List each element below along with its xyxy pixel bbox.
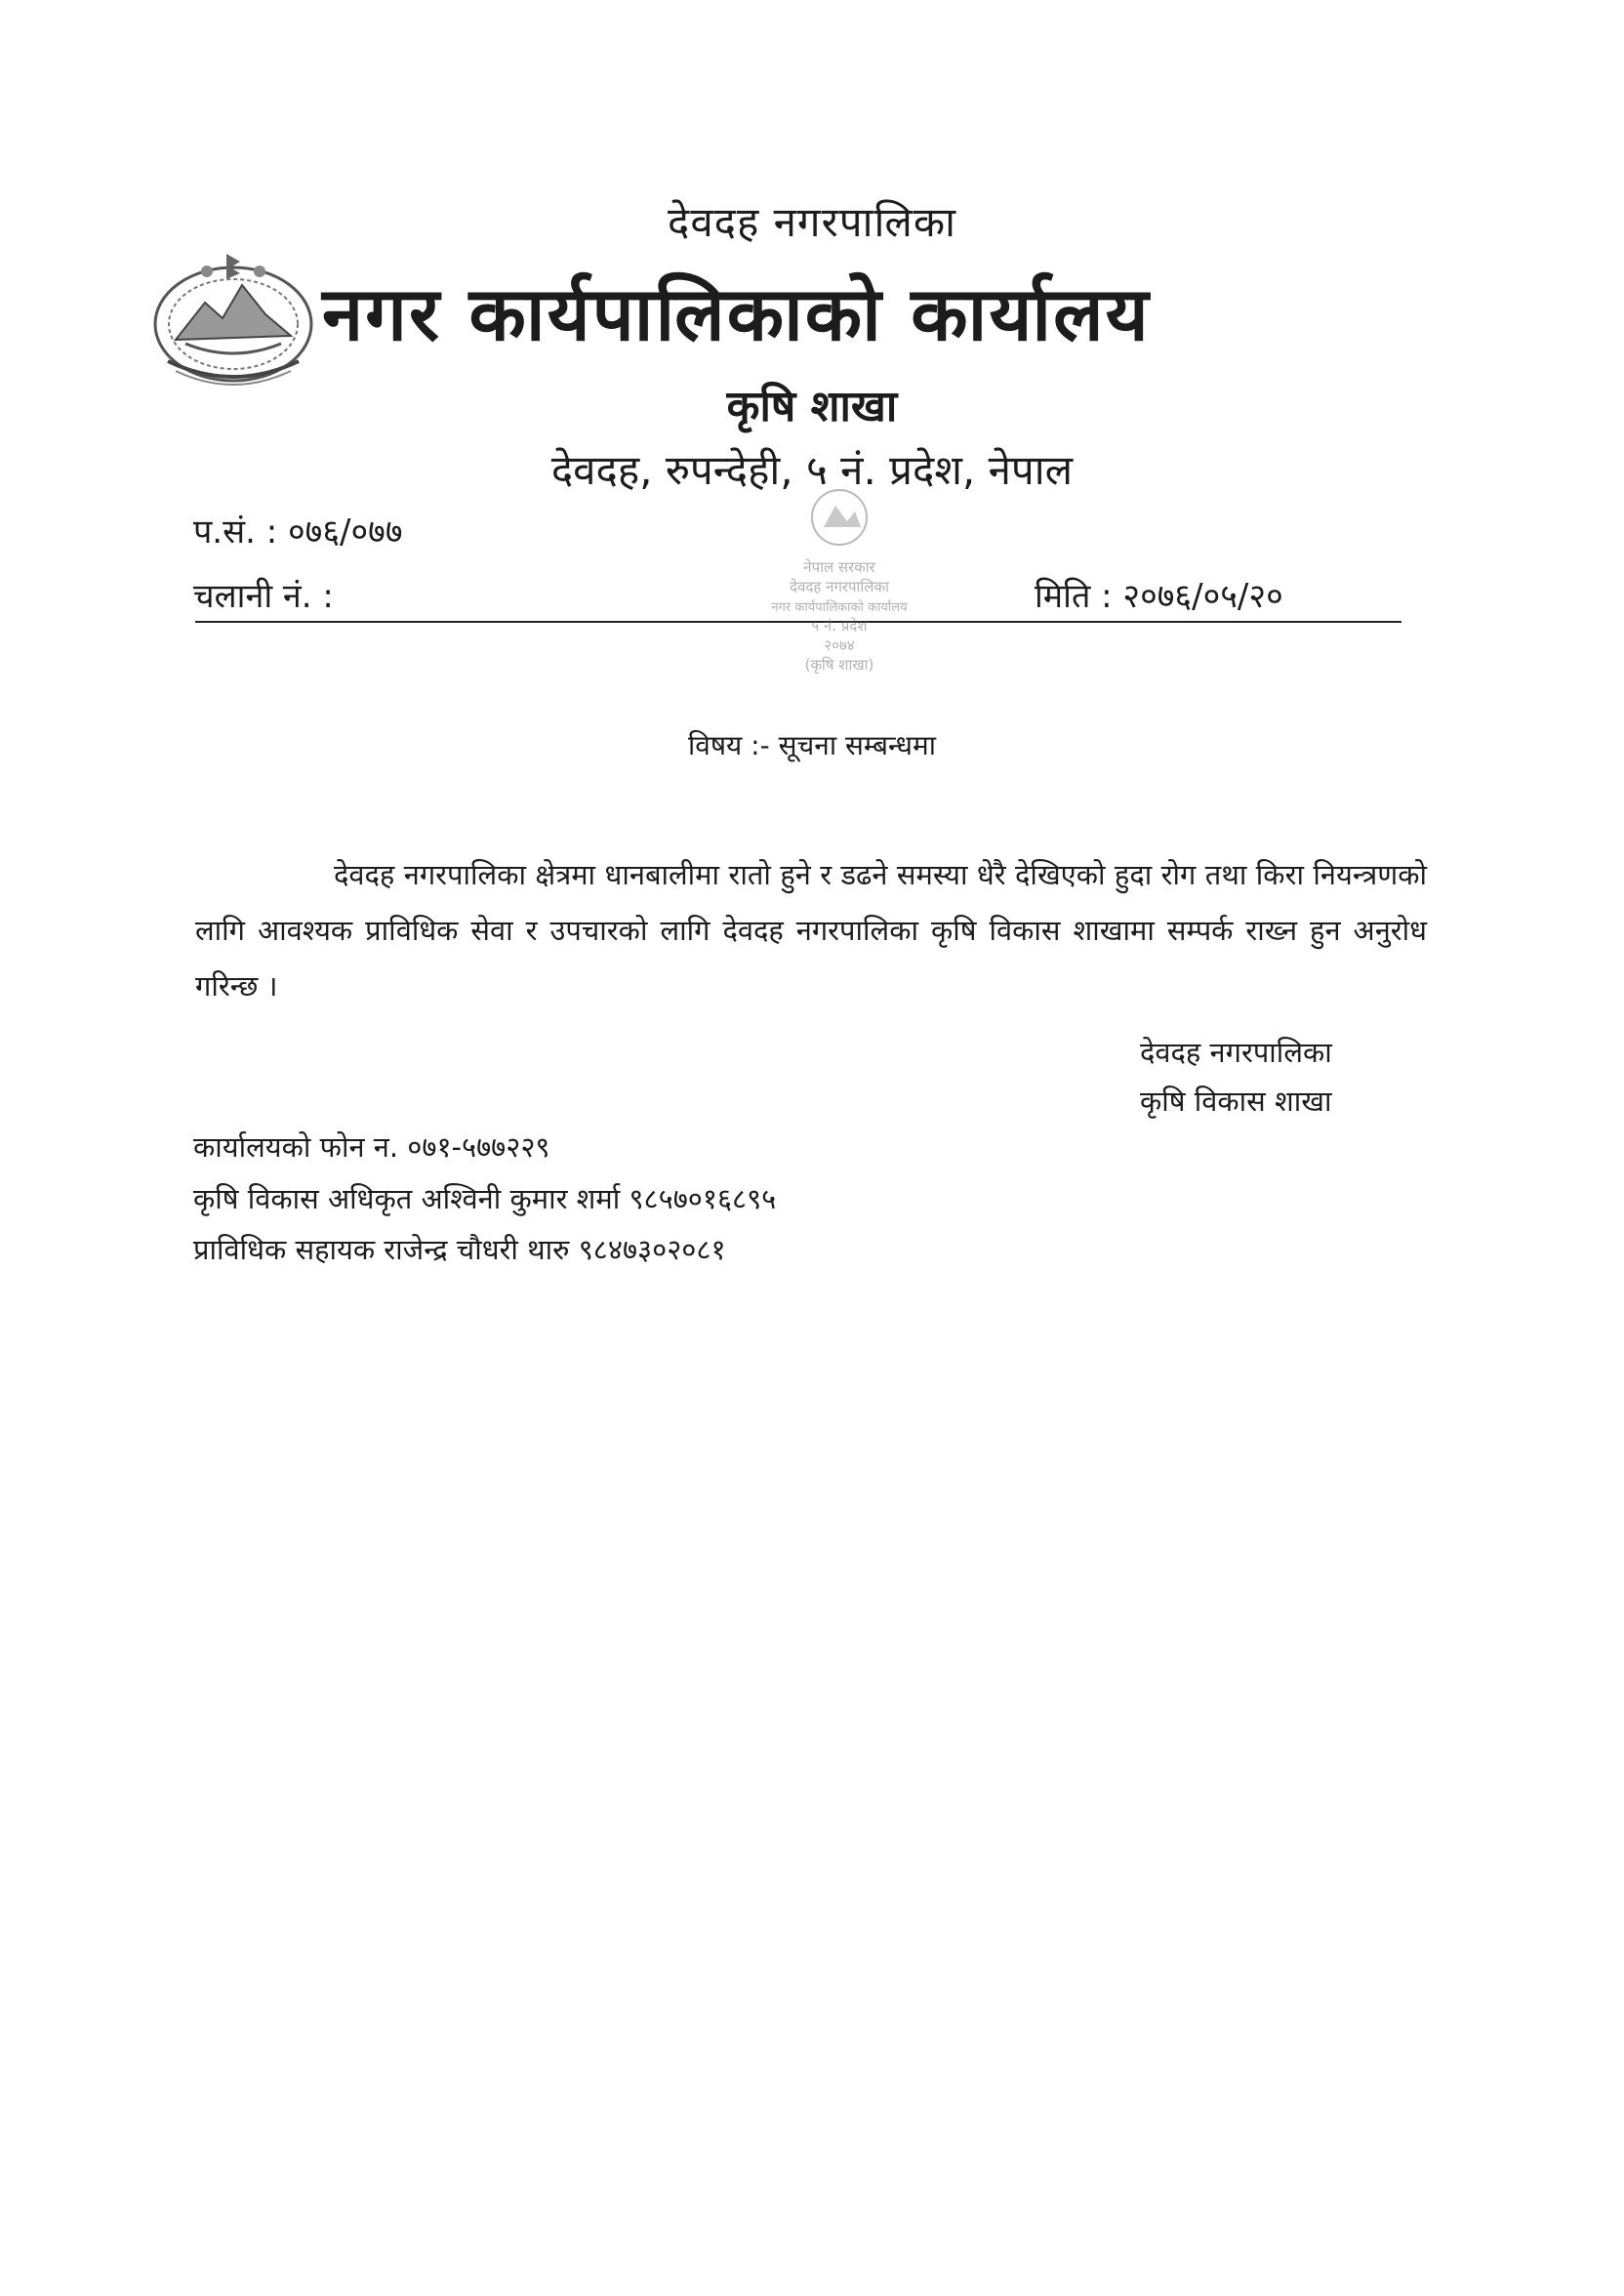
signature-branch: कृषि विकास शाखा bbox=[1140, 1085, 1332, 1118]
municipality-name: देवदह नगरपालिका bbox=[668, 198, 956, 246]
office-address: देवदह, रुपन्देही, ५ नं. प्रदेश, नेपाल bbox=[550, 446, 1074, 494]
signature-municipality: देवदह नगरपालिका bbox=[1140, 1036, 1332, 1069]
office-seal-stamp-icon bbox=[742, 476, 937, 691]
subject-line: विषय :- सूचना सम्बन्धमा bbox=[688, 729, 936, 761]
stamp-line-6: (कृषि शाखा) bbox=[804, 656, 874, 674]
dispatch-number: चलानी नं. : bbox=[193, 577, 334, 616]
office-title: नगर कार्यपालिकाको कार्यालय bbox=[322, 270, 1151, 357]
contact-agriculture-officer: कृषि विकास अधिकृत अश्विनी कुमार शर्मा ९८५७०१६८९५ bbox=[193, 1182, 777, 1215]
reference-number: प.सं. : ०७६/०७७ bbox=[193, 512, 403, 552]
stamp-line-4: ५ नं. प्रदेश bbox=[811, 617, 868, 635]
branch-name: कृषि शाखा bbox=[726, 382, 898, 431]
stamp-line-2: देवदह नगरपालिका bbox=[790, 578, 889, 595]
stamp-line-5: २०७४ bbox=[824, 636, 855, 654]
nepal-emblem-icon bbox=[146, 246, 320, 390]
stamp-line-1: नेपाल सरकार bbox=[803, 558, 875, 576]
stamp-line-3: नगर कार्यपालिकाको कार्यालय bbox=[771, 600, 908, 615]
contact-technical-assistant: प्राविधिक सहायक राजेन्द्र चौधरी थारु ९८४७३०२०८१ bbox=[193, 1233, 726, 1266]
contact-office-phone: कार्यालयको फोन न. ०७१-५७७२२९ bbox=[193, 1130, 550, 1164]
letter-date: मिति : २०७६/०५/२० bbox=[1035, 577, 1283, 616]
notice-body: देवदह नगरपालिका क्षेत्रमा धानबालीमा रातो हुने र डढने समस्या धेरै देखिएको हुदा रोग तथा किरा नियन्त्रणको लागि आवश्यक प्राविधिक सेवा र उपचारको लागि देवदह नगरपालिका कृषि विकास शाखामा सम्पर्क राख्न हुन अनुरोध गरिन्छ । bbox=[195, 858, 1427, 1003]
